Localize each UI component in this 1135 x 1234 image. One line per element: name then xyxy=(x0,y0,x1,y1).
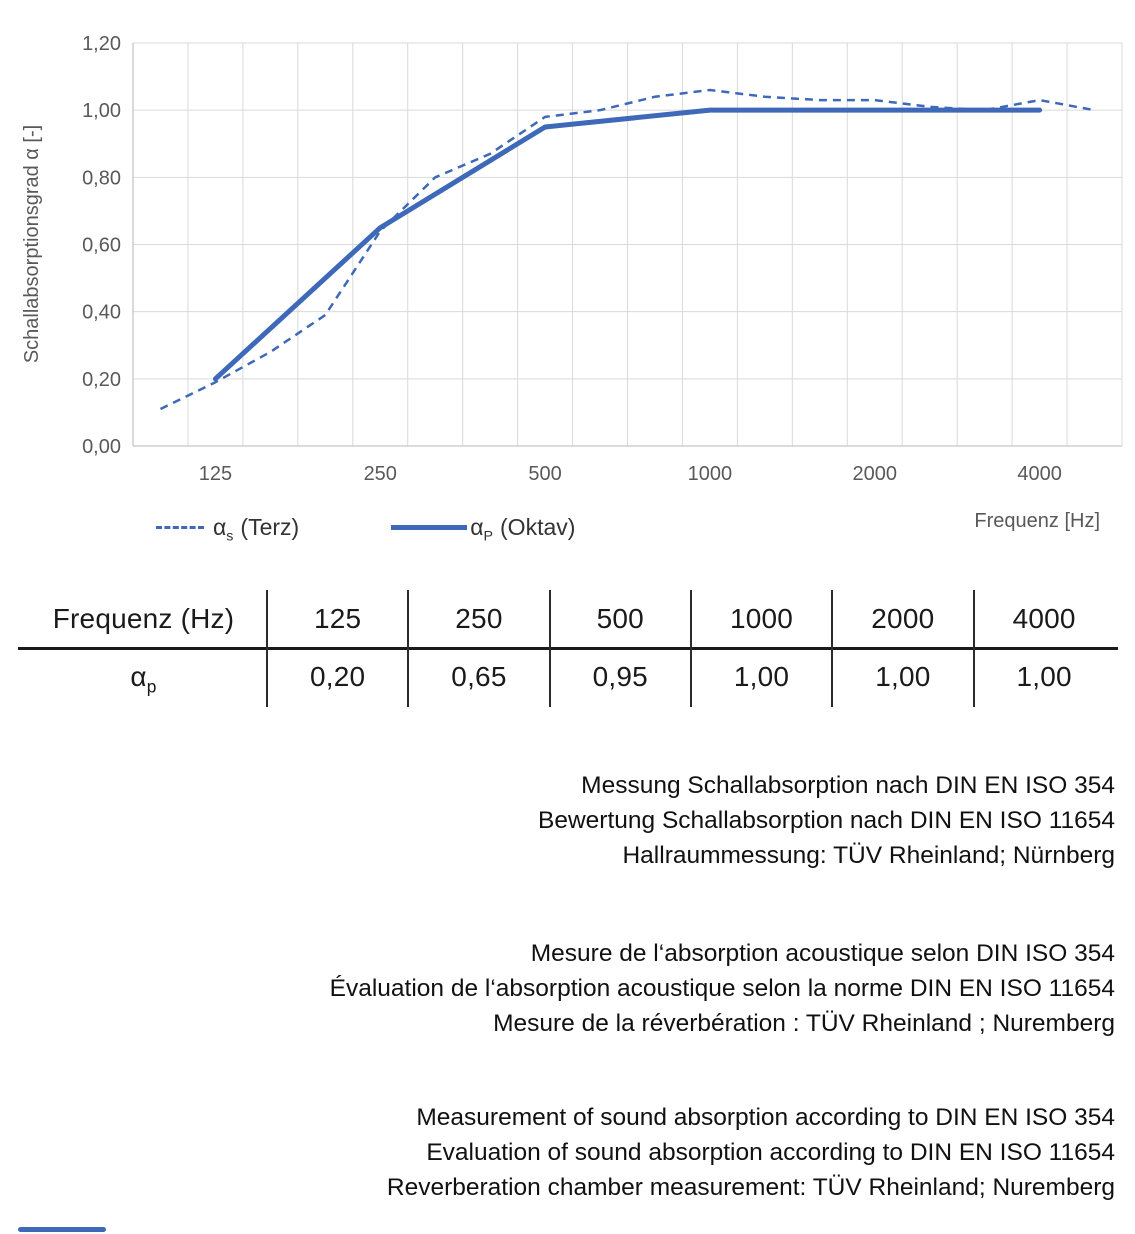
note-line: Mesure de la réverbération : TÜV Rheinland ; Nuremberg xyxy=(493,1010,1115,1037)
table-value-row xyxy=(20,648,1115,706)
x-tick-label: 1000 xyxy=(687,463,733,485)
table-value-cell: 0,95 xyxy=(592,661,648,692)
legend-label-terz: $\alpha_s$ (Terz) xyxy=(213,514,300,545)
y-tick-label: 1,00 xyxy=(82,100,121,123)
y-tick-label: 0,80 xyxy=(82,167,121,190)
table-column-separator xyxy=(549,590,551,707)
note-line: Measurement of sound absorption according to DIN EN ISO 354 xyxy=(416,1104,1115,1131)
alpha-p-table xyxy=(20,590,1115,707)
table-value-cell: 1,00 xyxy=(875,661,931,692)
y-tick-label: 0,00 xyxy=(82,436,121,458)
y-tick-label: 1,20 xyxy=(82,33,121,55)
solid-line-sample xyxy=(391,525,467,530)
table-value-cell: 1,00 xyxy=(1016,661,1072,692)
table-column-separator xyxy=(266,590,268,707)
table-value-cell: 0,20 xyxy=(310,661,366,692)
legend-label-oktav: $\alpha_P$ (Oktav) xyxy=(470,514,576,545)
y-tick-label: 0,40 xyxy=(82,301,121,324)
table-column-separator xyxy=(407,590,409,707)
note-line: Reverberation chamber measurement: TÜV Rheinland; Nuremberg xyxy=(386,1174,1115,1201)
alpha-p-row-label: $\alpha_p$ xyxy=(130,661,157,697)
chart-legend xyxy=(156,514,576,545)
note-line: Hallraummessung: TÜV Rheinland; Nürnberg xyxy=(622,842,1115,869)
x-axis-title: Frequenz [Hz] xyxy=(974,510,1100,532)
dashed-line-sample xyxy=(156,526,204,529)
note-block-german xyxy=(538,768,1115,873)
note-line: Évaluation de l‘absorption acoustique selon la norme DIN EN ISO 11654 xyxy=(329,975,1115,1002)
table-divider-line xyxy=(18,647,1118,650)
table-value-cell: 1,00 xyxy=(733,661,790,692)
chart-ticks xyxy=(82,33,1062,485)
note-block-english xyxy=(387,1100,1115,1205)
footer-accent-bar xyxy=(18,1227,106,1232)
table-column-separator xyxy=(690,590,692,707)
table-column-separator xyxy=(973,590,975,707)
x-tick-label: 125 xyxy=(198,463,233,485)
legend-item-oktav xyxy=(391,514,576,545)
table-column-separator xyxy=(831,590,833,707)
table-header-cell: 4000 xyxy=(1012,603,1076,634)
note-line: Mesure de l‘absorption acoustique selon DIN ISO 354 xyxy=(530,940,1115,967)
note-line: Bewertung Schallabsorption nach DIN EN ISO 11654 xyxy=(538,807,1115,834)
table-header-cell: 500 xyxy=(596,603,644,634)
y-tick-label: 0,20 xyxy=(82,368,121,391)
note-line: Evaluation of sound absorption according to DIN EN ISO 11654 xyxy=(426,1139,1115,1166)
legend-item-terz xyxy=(156,514,300,545)
note-block-french xyxy=(330,936,1115,1041)
table-header-cell: 250 xyxy=(455,603,503,634)
x-tick-label: 250 xyxy=(363,463,397,485)
table-header-label: Frequenz (Hz) xyxy=(52,603,235,634)
table-value-cell: 0,65 xyxy=(451,661,507,692)
note-line: Messung Schallabsorption nach DIN EN ISO 354 xyxy=(581,772,1115,799)
table-header-cell: 125 xyxy=(313,603,362,634)
table-header-cell: 2000 xyxy=(871,603,935,634)
x-tick-label: 2000 xyxy=(852,463,897,485)
x-tick-label: 4000 xyxy=(1017,463,1062,485)
table-header-row xyxy=(20,590,1115,648)
y-axis-title: Schallabsorptionsgrad α [-] xyxy=(21,124,43,364)
absorption-chart xyxy=(0,0,1135,560)
y-tick-label: 0,60 xyxy=(82,234,121,257)
x-tick-label: 500 xyxy=(528,463,562,485)
table-header-cell: 1000 xyxy=(729,603,794,634)
